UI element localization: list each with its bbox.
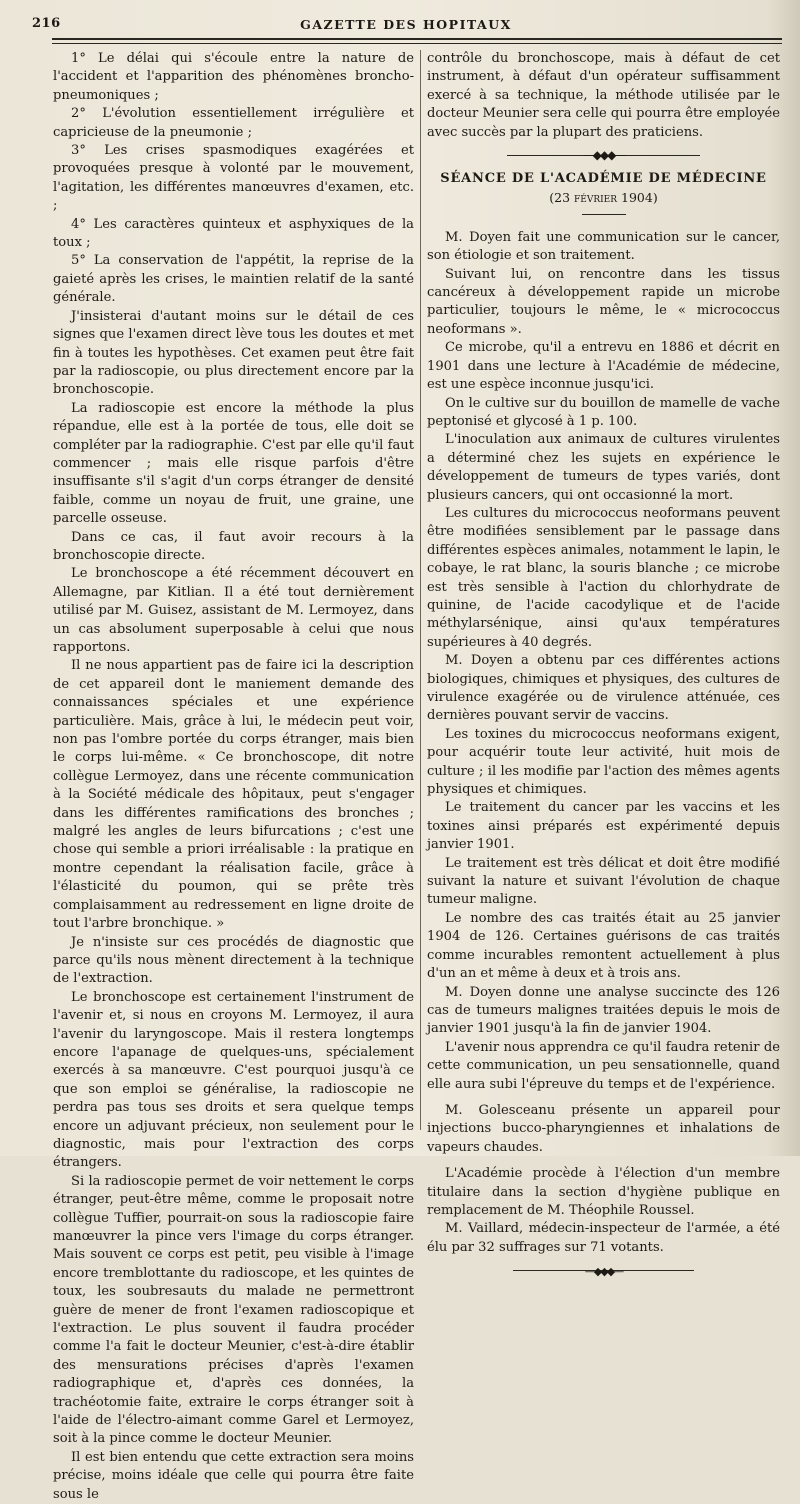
- paragraph-continued: contrôle du bronchoscope, mais à défaut de cet instrument, à défaut d'un opérateur suffisamment exercé à sa technique, la méthode utilisée par le docteur Meunier sera celle qui pourra être employée avec succès par la plupart des praticiens.: [427, 51, 780, 140]
- paragraph: 1° Le délai qui s'écoule entre la nature de l'accident et l'apparition des phénomènes broncho-pneumoniques ;: [53, 51, 414, 103]
- paragraph: Le nombre des cas traités était au 25 janvier 1904 de 126. Certaines guérisons de cas traités comme incurables remontent actuellement à plus d'un an et même à deux et à trois ans.: [427, 910, 780, 982]
- paragraph: Les toxines du micrococcus neoformans exigent, pour acquérir toute leur activité, huit mois de culture ; il les modifie par l'action des mêmes agents physiques et chimiques.: [427, 726, 780, 798]
- header-rule-thin: [52, 43, 782, 44]
- paragraph: M. Doyen a obtenu par ces différentes actions biologiques, chimiques et physiques, des cultures de virulence exagérée ou de virulence atténuée, ces dernières pouvant servir de vaccins.: [427, 653, 780, 724]
- paragraph: M. Vaillard, médecin-inspecteur de l'armée, a été élu par 32 suffrages sur 71 votants.: [427, 1221, 780, 1255]
- page-number: 216: [32, 16, 61, 31]
- paragraph: Le bronchoscope est certainement l'instrument de l'avenir et, si nous en croyons M. Lermoyez, il aura l'avenir du laryngoscope. Mais il restera longtemps encore l'apanage de quelques-uns, spécialement exercés à sa manœuvre. C'est pourquoi jusqu'à ce que son emploi se généralise, la radioscopie ne perdra pas tous ses droits et sera quelque temps encore un adjuvant précieux, non seulement pour le diagnostic, mais pour l'extraction des corps étrangers.: [53, 989, 414, 1171]
- paragraph: Il est bien entendu que cette extraction sera moins précise, moins idéale que celle qui pourra être faite sous le: [53, 1449, 414, 1502]
- end-separator: [427, 1263, 780, 1277]
- paragraph: M. Doyen donne une analyse succincte des 126 cas de tumeurs malignes traitées depuis le mois de janvier 1901 jusqu'à la fin de janvier 1904.: [427, 984, 780, 1037]
- paragraph: Il ne nous appartient pas de faire ici la description de cet appareil dont le maniement demande des connaissances spéciales et une expérience particulière. Mais, grâce à lui, le médecin peut voir, non pas l'ombre portée du corps étranger, mais bien le corps lui-même. « Ce bronchoscope, dit notre collègue Lermoyez, dans une récente communication à la Société médicale des hôpitaux, peut s'engager dans les différentes ramifications des bronches ; malgré les angles de leurs bifurcations ; c'est une chose qui semble a priori irréalisable : la pratique en montre cependant la réalisation facile, grâce à l'élasticité du poumon, qui se prête très complaisamment au redressement en ligne droite de tout l'arbre bronchique. »: [53, 658, 414, 932]
- short-rule: [582, 214, 626, 215]
- paragraph: L'Académie procède à l'élection d'un membre titulaire dans la section d'hygiène publique en remplacement de M. Théophile Roussel.: [427, 1166, 780, 1218]
- paragraph: Le traitement est très délicat et doit être modifié suivant la nature et suivant l'évolution de chaque tumeur maligne.: [427, 855, 780, 908]
- paragraph: Ce microbe, qu'il a entrevu en 1886 et décrit en 1901 dans une lecture à l'Académie de médecine, est une espèce inconnue jusqu'ici.: [427, 340, 780, 393]
- paragraph: On le cultive sur du bouillon de mamelle de vache peptonisé et glycosé à 1 p. 100.: [427, 395, 780, 429]
- paragraph: M. Doyen fait une communication sur le cancer, son étiologie et son traitement.: [427, 229, 780, 264]
- paragraph: M. Golesceanu présente un appareil pour injections bucco-pharyngiennes et inhalations de vapeurs chaudes.: [427, 1102, 780, 1155]
- separator-ornament: —◆◆◆—: [584, 1265, 623, 1279]
- paragraph: Le traitement du cancer par les vaccins et les toxines ainsi préparés est expérimenté depuis janvier 1901.: [427, 800, 780, 853]
- paragraph: Dans ce cas, il faut avoir recours à la bronchoscopie directe.: [53, 529, 414, 563]
- left-column: [53, 50, 414, 1504]
- page-header: [30, 14, 782, 40]
- separator-ornament: —◆◆◆—: [582, 148, 625, 163]
- paragraph: L'avenir nous apprendra ce qu'il faudra retenir de cette communication, un peu sensationnelle, quand elle aura subi l'épreuve du temps et de l'expérience.: [427, 1039, 780, 1092]
- paragraph-gap: [427, 1157, 780, 1165]
- section-title: SÉANCE DE L'ACADÉMIE DE MÉDECINE: [440, 171, 767, 187]
- paragraph: Les cultures du micrococcus neoformans peuvent être modifiées sensiblement par le passage dans différentes espèces animales, notamment le lapin, le cobaye, le rat blanc, la souris blanche ; ce microbe est très sensible à l'action du chlorhydrate de quinine, de l'acide cacodylique et de l'acide méthylarsénique, ainsi qu'aux températures supérieures à 40 degrés.: [427, 505, 780, 650]
- paragraph: Suivant lui, on rencontre dans les tissus cancéreux à développement rapide un microbe particulier, toujours le même, le « micrococcus neoformans ».: [427, 266, 780, 337]
- paragraph: 3° Les crises spasmodiques exagérées et provoquées presque à volonté par le mouvement, l'agitation, les différentes manœuvres d'examen, etc. ;: [53, 143, 414, 214]
- right-column: [427, 50, 780, 1277]
- paragraph: J'insisterai d'autant moins sur le détail de ces signes que l'examen direct lève tous les doutes et met fin à toutes les hypothèses. Cet examen peut être fait par la radioscopie, ou plus directement encore par la bronchoscopie.: [53, 308, 414, 398]
- paragraph: Le bronchoscope a été récemment découvert en Allemagne, par Kitlian. Il a été tout dernièrement utilisé par M. Guisez, assistant de M. Lermoyez, dans un cas absolument superposable à celui que nous rapportons.: [53, 566, 414, 655]
- paragraph: L'inoculation aux animaux de cultures virulentes a déterminé chez les sujets en expérience le développement de tumeurs de types variés, dont plusieurs cancers, qui ont occasionné la mort.: [427, 432, 780, 503]
- paragraph-gap: [427, 1094, 780, 1102]
- paragraph: La radioscopie est encore la méthode la plus répandue, elle est à la portée de tous, elle doit se compléter par la radiographie. C'est par elle qu'il faut commencer ; mais elle risque parfois d'être insuffisante s'il s'agit d'un corps étranger de densité faible, comme un noyau de fruit, une graine, une parcelle osseuse.: [53, 400, 414, 527]
- paragraph: 2° L'évolution essentiellement irrégulière et capricieuse de la pneumonie ;: [53, 106, 414, 140]
- column-divider: [420, 50, 421, 1130]
- section-date: (23 février 1904): [549, 190, 658, 206]
- paragraph: 5° La conservation de l'appétit, la reprise de la gaieté après les crises, le maintien relatif de la santé générale.: [53, 253, 414, 306]
- running-head: GAZETTE DES HOPITAUX: [300, 17, 512, 32]
- header-rule-thick: [52, 38, 782, 40]
- paragraph: Je n'insiste sur ces procédés de diagnostic que parce qu'ils nous mènent directement à la technique de l'extraction.: [53, 934, 414, 987]
- paragraph: Si la radioscopie permet de voir nettement le corps étranger, peut-être même, comme le proposait notre collègue Tuffier, pourrait-on sous la radioscopie faire manœuvrer la pince vers l'image du corps étranger. Mais souvent ce corps est petit, peu visible à l'image encore tremblottante du radioscope, et les quintes de toux, les soubresauts du malade ne permettront guère de mener de front l'examen radioscopique et l'extraction. Le plus souvent il faudra procéder comme l'a fait le docteur Meunier, c'est-à-dire établir des mensurations précises d'après l'examen radiographique et, d'après ces données, la trachéotomie faite, extraire le corps étranger soit à l'aide de l'électro-aimant comme Garel et Lermoyez, soit à la pince comme le docteur Meunier.: [53, 1173, 414, 1447]
- paragraph: 4° Les caractères quinteux et asphyxiques de la toux ;: [53, 216, 414, 251]
- section-separator: [427, 146, 780, 166]
